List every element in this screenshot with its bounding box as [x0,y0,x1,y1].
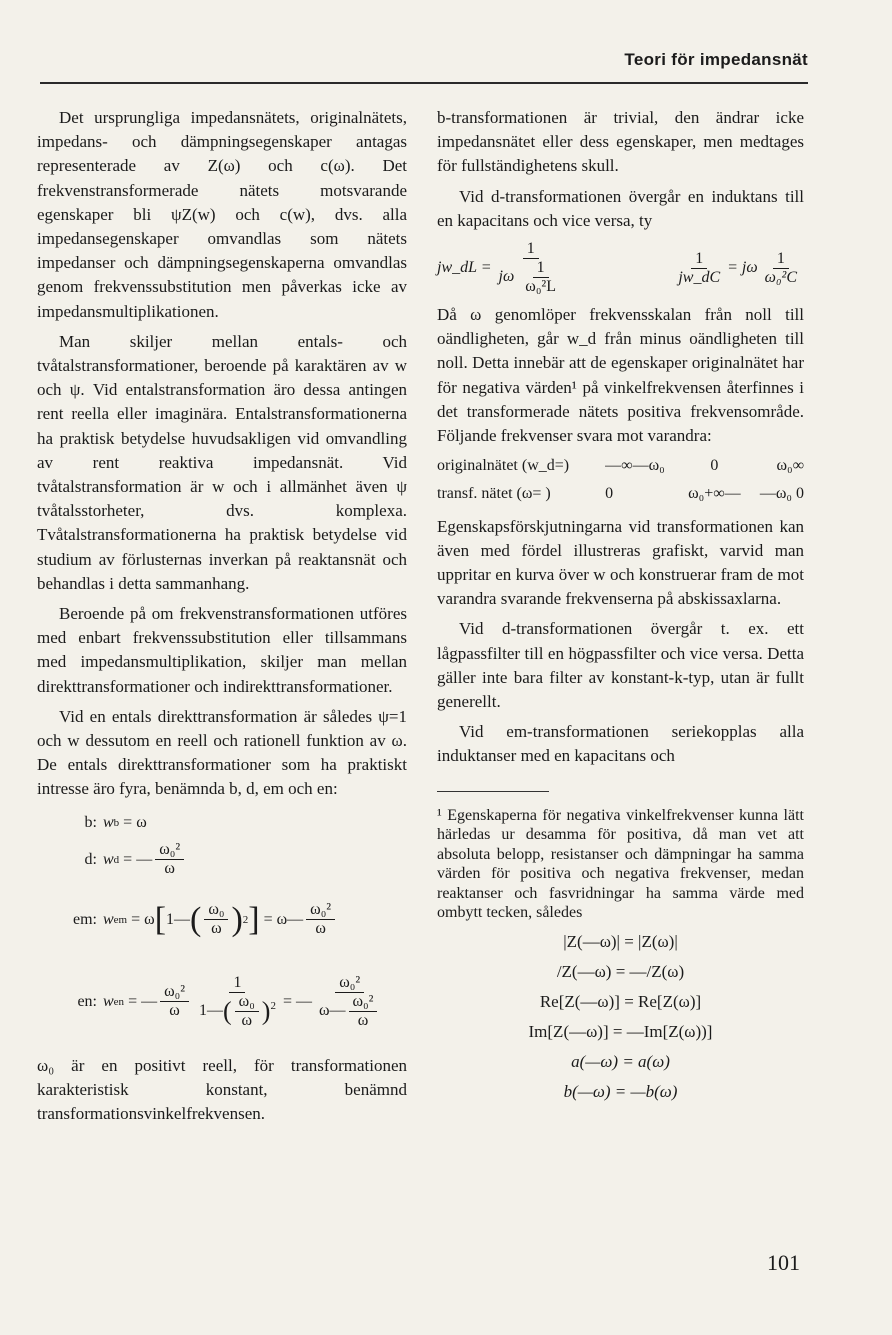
denominator: ω [315,920,326,938]
def-em [37,882,407,958]
expr: = — [282,992,312,1010]
fraction [349,993,378,1030]
denominator: ω [169,1002,180,1020]
numerator: 1 [533,259,549,278]
paragraph: Beroende på om frekvenstransformationen utföres med enbart frekvenssubstitution eller tillsammans med impedansmultiplikation, skiljer man mellan direkttransformationer och indirekttransformationer. [37,604,407,696]
paragraph: Vid d-transformationen övergår en induktans till en kapacitans och vice versa, ty [437,186,804,230]
transformation-definitions [37,808,407,1046]
open-bracket-icon: [ [154,900,167,938]
formula-capacitance [671,250,804,287]
paragraph: Vid em-transformationen seriekopplas alla induktanser med en kapacitans och [437,722,804,766]
def-formula [103,901,338,938]
numerator: ω₀ [235,993,259,1012]
numerator: ω₀ [204,901,228,920]
denominator: ω₀²L [525,278,556,296]
expr: jw_dL = [437,258,492,276]
fraction [204,901,228,938]
def-b [37,808,407,838]
table-cell: —∞—ω₀ [605,457,665,475]
header-title: Teori för impedansnät [624,50,808,69]
fraction [235,993,259,1030]
paragraph: Då ω genomlöper frekvensskalan från noll till oändligheten, går w_d från minus oändligheten till noll. Detta innebär att de egenskaper originalnätet har för negativa värden¹ på vinkelfrekvensen återfinnes i det transformerade nätets positiva frekvensområde. Följande frekvenser svara mot varandra: [437,305,804,446]
numerator: ω₀² [349,993,378,1012]
def-label: b: [84,813,97,831]
numerator: ω₀² [335,974,364,993]
def-formula [103,974,387,1030]
fraction [495,240,567,296]
paragraph: Det ursprungliga impedansnätets, originalnätets, impedans- och dämpningsegenskaper antagas representerade av Z(ω) och c(ω). Det frekvenstransformerade nätets motsvarande egenskaper bli ψZ(w) och c(w), dvs. alla impedansegenskaper omvandlas som nätets impedanser och dämpningsegenskaperna omvandlas genom frekvenssubstitution men påverkas icke av impedansmultiplikationen. [37,108,407,321]
def-formula [103,841,187,878]
numerator: 1 [523,240,539,259]
close-bracket-icon: ] [248,900,260,938]
table-row [437,452,804,480]
def-label: em: [73,910,97,928]
def-d [37,838,407,882]
denominator: ω [164,860,175,878]
expr: jω [498,268,515,286]
formula-line: Re[Z(—ω)] = Re[Z(ω)] [539,991,702,1011]
formula-line: Im[Z(—ω)] = —Im[Z(ω))] [528,1021,713,1041]
paragraph: b-transformationen är trivial, den ändrar icke impedansnätet eller dess egenskaper, men medtages för fullständighetens skull. [437,108,804,176]
expr: ω— [318,1001,346,1019]
symbol: w [103,992,114,1010]
formula-line: |Z(—ω)| = |Z(ω)| [563,931,678,951]
denominator: ω₀²C [764,268,797,286]
expr: = — [128,992,158,1010]
exponent: 2 [242,913,249,926]
right-column [437,106,804,1107]
close-paren-icon: ) [261,996,271,1026]
table-cell: originalnätet (w_d=) [437,457,570,475]
subscript: b [113,816,120,829]
expr: = — [123,850,153,868]
denominator [495,259,567,296]
formula-line: /Z(—ω) = —/Z(ω) [556,961,685,981]
formula-line: a(—ω) = a(ω) [571,1051,670,1071]
footnote-divider [437,791,549,792]
numerator: ω₀² [160,983,189,1002]
paragraph: Man skiljer mellan entals- och tvåtalstransformationer, beroende på karaktären av w och ψ. Vid entalstransformation äro dessa antingen rent reella eller imaginära. Entalstransformationerna ha praktisk betydelse huvudsakligen vid omvandling av rent reaktiva impedansnät. Vid tvåtalstransformation är w och i allmänhet även ψ tvåtalsstorheter, dvs. komplexa. Tvåtalstransformationerna ha praktisk betydelse vid studium av förlusternas inverkan på reaktansnät och behandlas i detta sammanhang. [37,331,407,593]
symbol: w [103,813,114,831]
fraction [674,250,724,287]
denominator: jw_dC [678,268,721,286]
def-label: en: [77,992,97,1010]
expr: 1— [166,910,191,928]
denominator [315,993,384,1030]
paragraph: ω₀ är en positivt reell, för transformationen karakteristisk konstant, benämnd transformationsvinkelfrekvensen. [37,1055,407,1124]
subscript: em [113,913,128,926]
formula-inductance [437,240,570,296]
open-paren-icon: ( [223,996,232,1026]
fraction [306,901,335,938]
frequency-correspondence-table [437,452,804,508]
fraction [761,250,801,287]
def-en [37,958,407,1046]
numerator: ω₀² [306,901,335,920]
fraction [155,841,184,878]
expr: = ω [123,813,147,831]
symbol: w [103,850,114,868]
numerator: 1 [229,974,245,993]
running-header [40,48,808,84]
denominator [195,993,280,1030]
footnote-formulas [437,927,804,1107]
subscript: d [113,853,120,866]
table-cell: 0 [605,485,614,503]
formula-line: b(—ω) = —b(ω) [563,1081,678,1101]
fraction [195,974,280,1030]
paragraph: Vid d-transformationen övergår t. ex. ett lågpassfilter till en högpassfilter och vice versa. Detta gäller inte bara filter av konstant-k-typ, utan är fullt generellt. [437,619,804,712]
table-cell: ω₀+∞— [688,485,741,503]
d-transform-formulas [437,239,804,297]
table-row [437,480,804,508]
denominator: ω [241,1011,252,1029]
open-paren-icon: ( [190,900,202,938]
fraction [521,259,560,296]
numerator: 1 [691,250,707,269]
table-cell: 0 [710,457,719,475]
page-number: 101 [767,1250,800,1275]
expr: = ω [131,910,155,928]
denominator: ω [211,920,222,938]
numerator: 1 [773,250,789,269]
close-paren-icon: ) [231,900,243,938]
def-formula [103,811,147,835]
subscript: en [113,995,125,1008]
fraction [160,983,189,1020]
table-cell: ω₀∞ [776,457,804,475]
expr: 1— [199,1001,223,1019]
footnote: ¹ Egenskaperna för negativa vinkelfrekvenser kunna lätt härledas ur desamma för positiva, då man vet att absoluta belopp, resistanser och dämpningar ha samma värden för positiva och negativa frekvenser, medan reaktanser och fasvridningar ha samma värde med ombytt tecken, således [437,806,804,922]
left-column [37,106,407,1126]
expr: = ω— [263,910,304,928]
denominator: ω [357,1011,369,1029]
fraction [315,974,384,1030]
paragraph: Vid en entals direkttransformation är således ψ=1 och w dessutom en reell och rationell funktion av ω. De entals direkttransformationer som ha praktiskt intresse äro fyra, benämnda b, d, em och en: [37,706,407,799]
def-label: d: [84,850,97,868]
exponent: 2 [270,999,276,1012]
paragraph: Egenskapsförskjutningarna vid transformationen kan även med fördel illustreras grafiskt, varvid man uppritar en kurva över w och konstruerar fram de mot varandra svarande frekvenserna på abskissaxlarna. [437,516,804,609]
numerator: ω₀² [155,841,184,860]
table-cell: —ω₀ 0 [759,485,804,503]
expr: = jω [727,258,758,276]
table-cell: transf. nätet (ω= ) [437,485,551,503]
symbol: w [103,910,114,928]
